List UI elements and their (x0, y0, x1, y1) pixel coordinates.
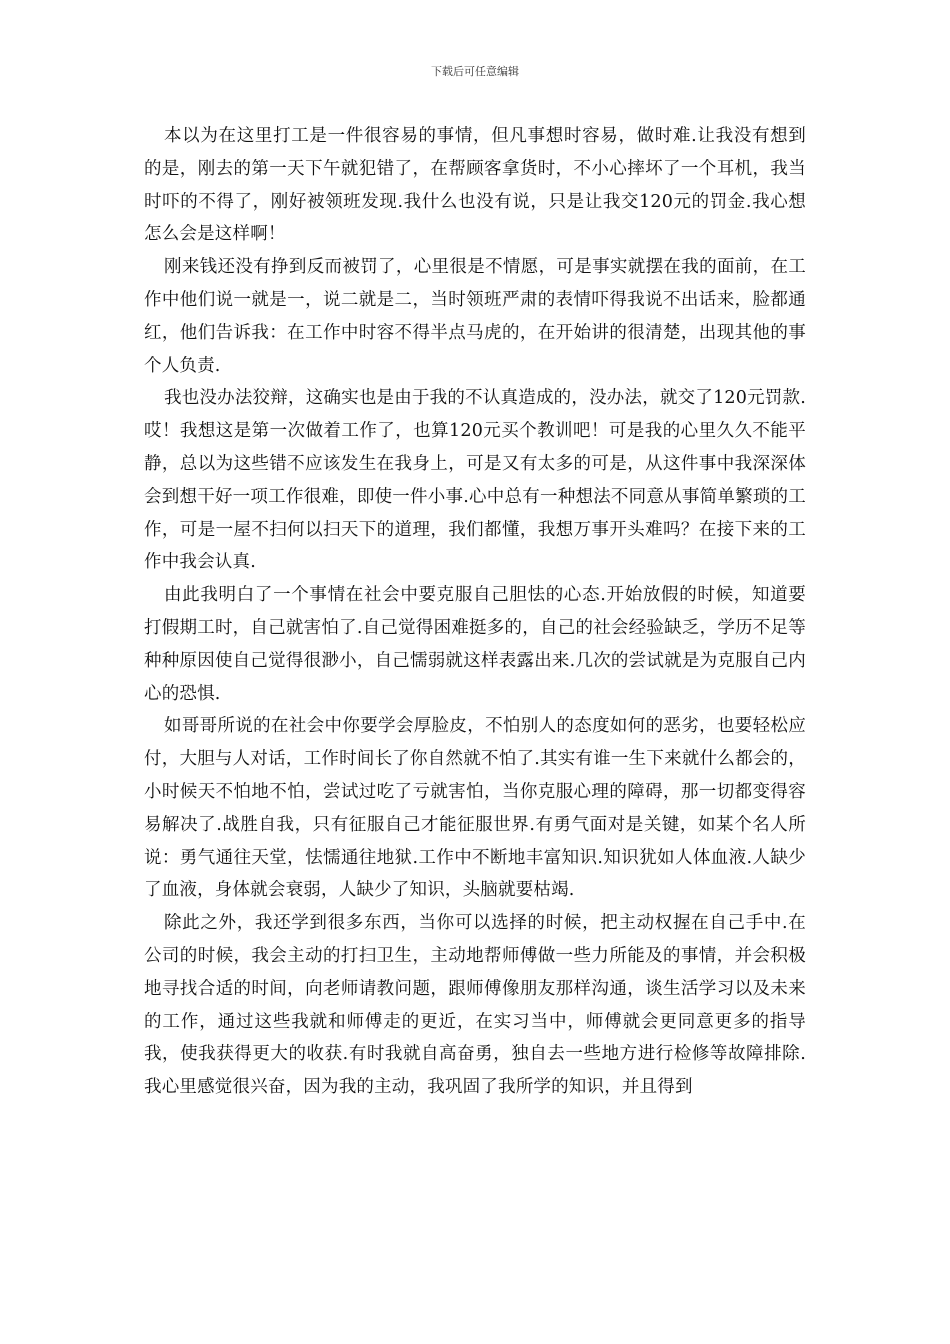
page-header: 下载后可任意编辑 (431, 65, 519, 78)
paragraph-5: 如哥哥所说的在社会中你要学会厚脸皮，不怕别人的态度如何的恶劣，也要轻松应付，大胆与人对话，工作时间长了你自然就不怕了.其实有谁一生下来就什么都会的，小时候天不怕地不怕，尝试过吃了亏就害怕，当你克服心理的障碍，那一切都变得容易解决了.战胜自我，只有征服自己才能征服世界.有勇气面对是关键，如某个名人所说：勇气通往天堂，怯懦通往地狱.工作中不断地丰富知识.知识犹如人体血液.人缺少了血液，身体就会衰弱，人缺少了知识，头脑就要枯竭. (144, 716, 806, 901)
paragraph-1: 本以为在这里打工是一件很容易的事情，但凡事想时容易，做时难.让我没有想到的是，刚去的第一天下午就犯错了，在帮顾客拿货时，不小心摔坏了一个耳机，我当时吓的不得了，刚好被领班发现.我什么也没有说，只是让我交120元的罚金.我心想怎么会是这样啊！ (144, 126, 806, 245)
document-body (144, 120, 806, 1104)
paragraph-2: 刚来钱还没有挣到反而被罚了，心里很是不情愿，可是事实就摆在我的面前，在工作中他们说一就是一，说二就是二，当时领班严肃的表情吓得我说不出话来，脸都通红，他们告诉我：在工作中时容不得半点马虎的，在开始讲的很清楚，出现其他的事个人负责. (144, 257, 806, 376)
paragraph-6: 除此之外，我还学到很多东西，当你可以选择的时候，把主动权握在自己手中.在公司的时候，我会主动的打扫卫生，主动地帮师傅做一些力所能及的事情，并会积极地寻找合适的时间，向老师请教问题，跟师傅像朋友那样沟通，谈生活学习以及未来的工作，通过这些我就和师傅走的更近，在实习当中，师傅就会更同意更多的指导我，使我获得更大的收获.有时我就自高奋勇，独自去一些地方进行检修等故障排除.我心里感觉很兴奋，因为我的主动，我巩固了我所学的知识，并且得到 (144, 913, 806, 1098)
paragraph-3: 我也没办法狡辩，这确实也是由于我的不认真造成的，没办法，就交了120元罚款.哎！我想这是第一次做着工作了，也算120元买个教训吧！可是我的心里久久不能平静，总以为这些错不应该发生在我身上，可是又有太多的可是，从这件事中我深深体会到想干好一项工作很难，即使一件小事.心中总有一种想法不同意从事简单繁琐的工作，可是一屋不扫何以扫天下的道理，我们都懂，我想万事开头难吗？在接下来的工作中我会认真. (144, 388, 806, 573)
paragraph-4: 由此我明白了一个事情在社会中要克服自己胆怯的心态.开始放假的时候，知道要打假期工时，自己就害怕了.自己觉得困难挺多的，自己的社会经验缺乏，学历不足等种种原因使自己觉得很渺小，自己懦弱就这样表露出来.几次的尝试就是为克服自己内心的恐惧. (144, 585, 806, 704)
